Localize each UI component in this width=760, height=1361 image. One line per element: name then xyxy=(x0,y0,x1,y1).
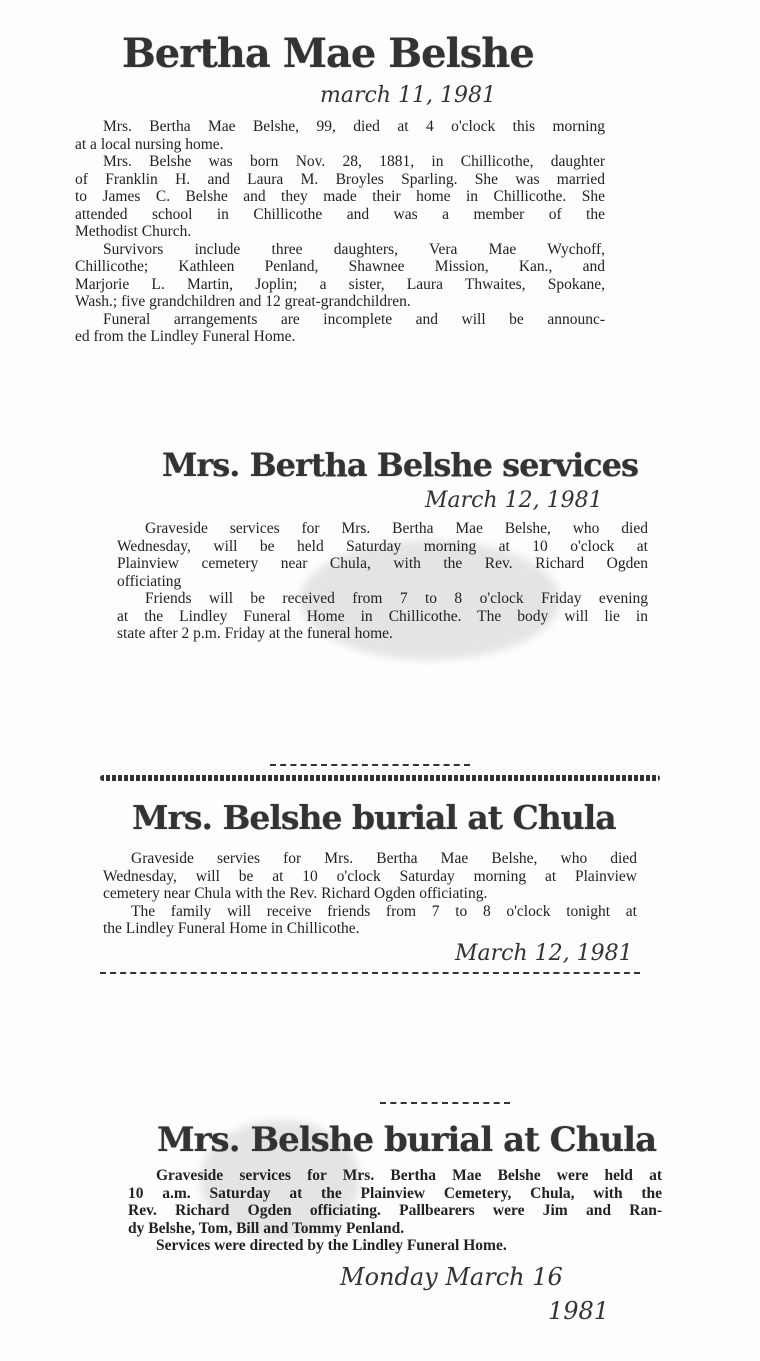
headline: Mrs. Belshe burial at Chula xyxy=(157,1120,657,1160)
text-line: Marjorie L. Martin, Joplin; a sister, Laura Thwaites, Spokane, xyxy=(75,275,605,293)
text-line: dy Belshe, Tom, Bill and Tommy Penland. xyxy=(128,1219,405,1237)
article-body xyxy=(103,850,637,938)
text-line: 10 a.m. Saturday at the Plainview Cemetery, Chula, with the xyxy=(128,1184,662,1202)
text-line: Graveside services for Mrs. Bertha Mae Belshe, who died xyxy=(145,520,648,537)
text-line: Funeral arrangements are incomplete and will be announc- xyxy=(103,310,605,328)
text-line: ed from the Lindley Funeral Home. xyxy=(75,328,296,345)
text-line: Survivors include three daughters, Vera Mae Wychoff, xyxy=(103,240,605,258)
handwritten-year: 1981 xyxy=(548,1297,610,1325)
text-line: Mrs. Bertha Mae Belshe, 99, died at 4 o'clock this morning xyxy=(103,118,605,135)
article-body xyxy=(117,520,648,643)
text-line: at a local nursing home. xyxy=(75,135,224,153)
text-line: Rev. Richard Ogden officiating. Pallbearers were Jim and Ran- xyxy=(128,1202,662,1219)
article-body xyxy=(75,118,605,346)
text-line: the Lindley Funeral Home in Chillicothe. xyxy=(103,920,360,937)
text-line: at the Lindley Funeral Home in Chillicothe. The body will lie in xyxy=(117,607,648,625)
text-line: Chillicothe; Kathleen Penland, Shawnee Mission, Kan., and xyxy=(75,258,605,275)
text-line: Methodist Church. xyxy=(75,223,192,240)
text-line: attended school in Chillicothe and was a member of the xyxy=(75,205,605,223)
text-line: Graveside servies for Mrs. Bertha Mae Belshe, who died xyxy=(131,850,637,867)
text-line: officiating xyxy=(117,572,182,590)
divider xyxy=(100,775,660,781)
handwritten-date: March 12, 1981 xyxy=(455,941,633,966)
divider xyxy=(380,1102,510,1104)
article-body xyxy=(128,1167,662,1255)
headline: Mrs. Bertha Belshe services xyxy=(162,446,638,484)
text-line: Plainview cemetery near Chula, with the Rev. Richard Ogden xyxy=(117,555,648,572)
text-line: Wash.; five grandchildren and 12 great-grandchildren. xyxy=(75,293,411,310)
divider xyxy=(100,972,640,974)
text-line: to James C. Belshe and they made their home in Chillicothe. She xyxy=(75,188,605,205)
text-line: of Franklin H. and Laura M. Broyles Sparling. She was married xyxy=(75,170,605,188)
text-line: state after 2 p.m. Friday at the funeral home. xyxy=(117,625,393,642)
text-line: Wednesday, will be at 10 o'clock Saturday morning at Plainview xyxy=(103,867,637,885)
handwritten-date: Monday March 16 xyxy=(340,1263,563,1291)
headline: Mrs. Belshe burial at Chula xyxy=(132,798,616,837)
text-line: Friends will be received from 7 to 8 o'clock Friday evening xyxy=(145,590,648,607)
handwritten-date: March 12, 1981 xyxy=(425,488,603,513)
text-line: The family will receive friends from 7 to 8 o'clock tonight at xyxy=(131,902,637,920)
text-line: Mrs. Belshe was born Nov. 28, 1881, in Chillicothe, daughter xyxy=(103,153,605,170)
divider xyxy=(270,764,470,766)
text-line: cemetery near Chula with the Rev. Richard Ogden officiating. xyxy=(103,885,488,902)
text-line: Graveside services for Mrs. Bertha Mae Belshe were held at xyxy=(156,1167,662,1184)
text-line: Services were directed by the Lindley Funeral Home. xyxy=(156,1237,507,1254)
headline: Bertha Mae Belshe xyxy=(122,30,534,77)
text-line: Wednesday, will be held Saturday morning at 10 o'clock at xyxy=(117,537,648,555)
handwritten-date: march 11, 1981 xyxy=(320,83,496,108)
